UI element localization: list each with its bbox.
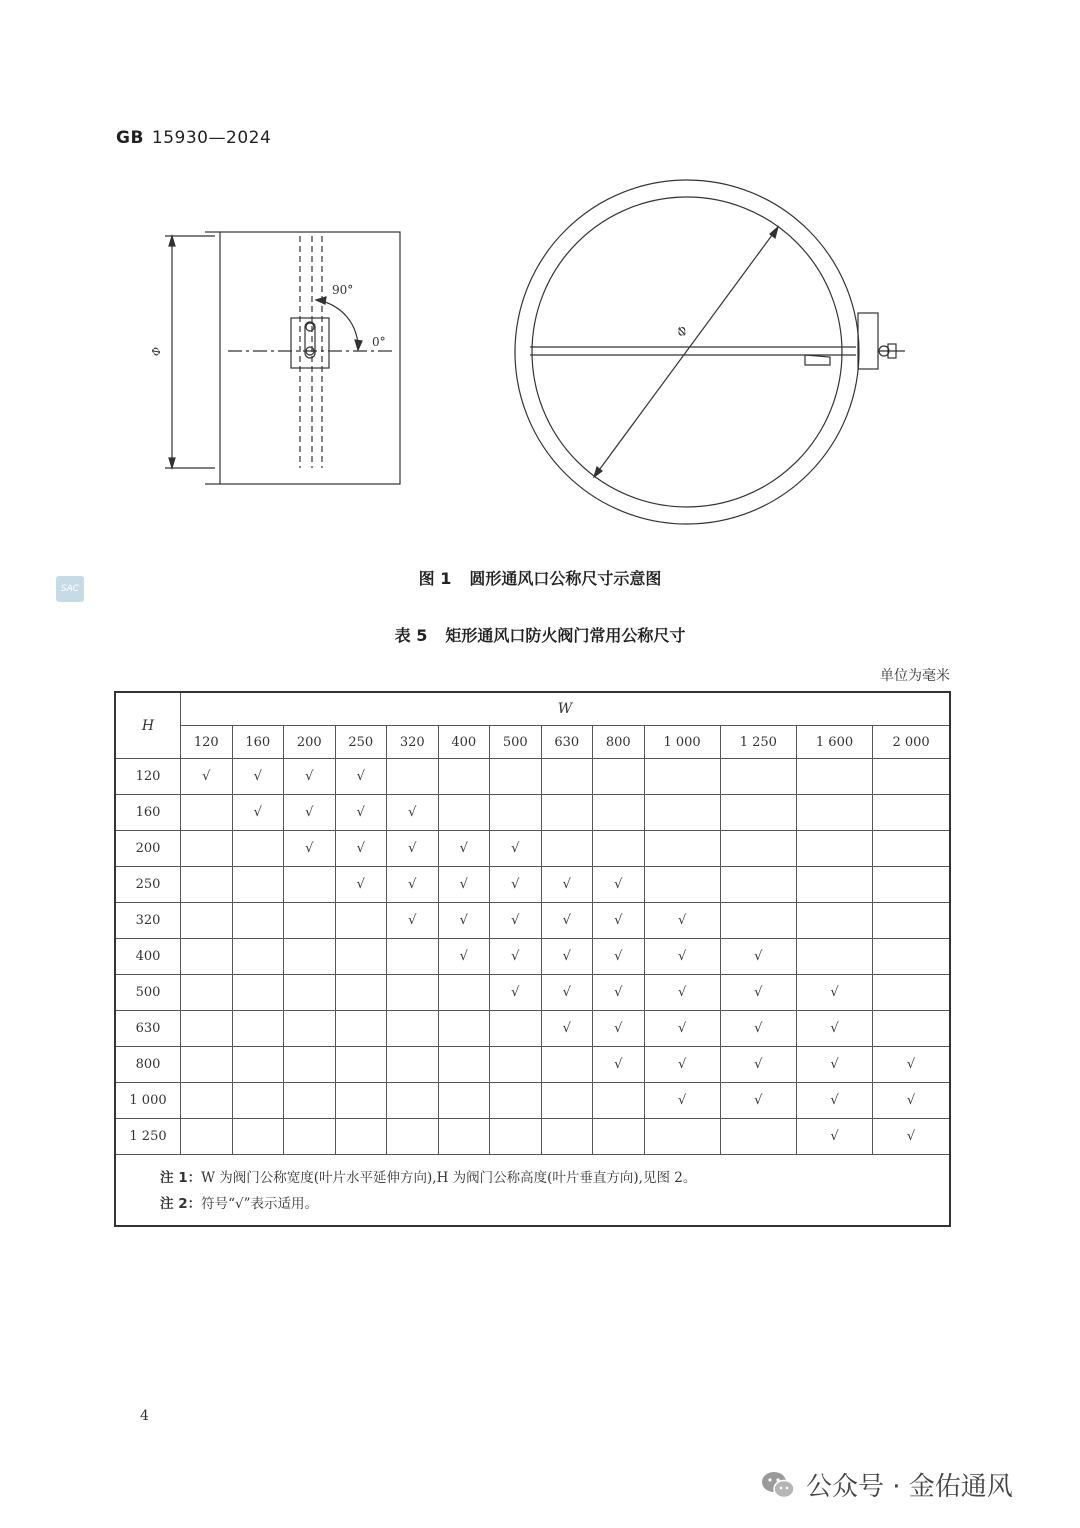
check-mark-cell: √ [593, 867, 645, 903]
empty-cell [541, 1083, 593, 1119]
check-mark-cell: √ [644, 1083, 720, 1119]
empty-cell [490, 795, 542, 831]
empty-cell [490, 1119, 542, 1155]
check-mark-cell: √ [541, 1011, 593, 1047]
check-mark-cell: √ [438, 831, 490, 867]
check-mark-cell: √ [644, 903, 720, 939]
table-row [115, 831, 950, 867]
check-mark-cell: √ [335, 867, 387, 903]
empty-cell [541, 795, 593, 831]
empty-cell [387, 1083, 439, 1119]
empty-cell [181, 831, 233, 867]
empty-cell [873, 867, 950, 903]
check-mark-cell: √ [541, 939, 593, 975]
empty-cell [335, 903, 387, 939]
empty-cell [873, 903, 950, 939]
w-value: 1 000 [644, 726, 720, 759]
empty-cell [796, 831, 872, 867]
check-mark-cell: √ [873, 1083, 950, 1119]
check-mark-cell: √ [796, 1083, 872, 1119]
empty-cell [284, 1047, 336, 1083]
phi-label: Φ [150, 346, 163, 356]
check-mark-cell: √ [720, 975, 796, 1011]
table-row [115, 759, 950, 795]
check-mark-cell: √ [181, 759, 233, 795]
check-mark-cell: √ [644, 939, 720, 975]
note-1-text: W 为阀门公称宽度(叶片水平延伸方向),H 为阀门公称高度(叶片垂直方向),见图 2。 [201, 1170, 697, 1186]
note-2 [160, 1191, 949, 1217]
empty-cell [438, 975, 490, 1011]
empty-cell [720, 867, 796, 903]
empty-cell [720, 903, 796, 939]
empty-cell [387, 939, 439, 975]
w-value: 500 [490, 726, 542, 759]
empty-cell [593, 795, 645, 831]
check-mark-cell: √ [796, 1119, 872, 1155]
empty-cell [796, 867, 872, 903]
w-value: 630 [541, 726, 593, 759]
footer-watermark [760, 1466, 1013, 1503]
empty-cell [796, 939, 872, 975]
check-mark-cell: √ [490, 903, 542, 939]
empty-cell [284, 1011, 336, 1047]
h-value: 1 250 [115, 1119, 181, 1155]
figure-1-drawing [0, 0, 1080, 560]
empty-cell [181, 975, 233, 1011]
check-mark-cell: √ [490, 939, 542, 975]
empty-cell [644, 831, 720, 867]
table-number: 表 5 [394, 626, 428, 645]
empty-cell [232, 903, 284, 939]
check-mark-cell: √ [232, 795, 284, 831]
check-mark-cell: √ [284, 795, 336, 831]
duct-outer-circle [515, 180, 859, 524]
check-mark-cell: √ [387, 867, 439, 903]
h-value: 160 [115, 795, 181, 831]
empty-cell [873, 831, 950, 867]
table-body [115, 759, 950, 1155]
note-1 [160, 1165, 949, 1191]
dimension-table [114, 691, 951, 1227]
check-mark-cell: √ [284, 831, 336, 867]
empty-cell [387, 1047, 439, 1083]
check-mark-cell: √ [593, 939, 645, 975]
check-mark-cell: √ [593, 1047, 645, 1083]
empty-cell [720, 795, 796, 831]
check-mark-cell: √ [873, 1047, 950, 1083]
actuator-box [291, 318, 329, 368]
h-value: 320 [115, 903, 181, 939]
empty-cell [438, 1011, 490, 1047]
check-mark-cell: √ [387, 903, 439, 939]
check-mark-cell: √ [644, 1047, 720, 1083]
check-mark-cell: √ [335, 759, 387, 795]
h-value: 400 [115, 939, 181, 975]
w-value: 250 [335, 726, 387, 759]
empty-cell [541, 831, 593, 867]
check-mark-cell: √ [438, 903, 490, 939]
empty-cell [873, 975, 950, 1011]
angle-0-label: 0° [372, 335, 386, 349]
table-notes [115, 1155, 950, 1227]
empty-cell [873, 1011, 950, 1047]
empty-cell [335, 939, 387, 975]
h-value: 630 [115, 1011, 181, 1047]
empty-cell [720, 1119, 796, 1155]
empty-cell [181, 795, 233, 831]
empty-cell [232, 1047, 284, 1083]
empty-cell [644, 1119, 720, 1155]
check-mark-cell: √ [335, 831, 387, 867]
w-value: 1 250 [720, 726, 796, 759]
empty-cell [181, 1011, 233, 1047]
w-value: 400 [438, 726, 490, 759]
check-mark-cell: √ [720, 1011, 796, 1047]
empty-cell [387, 975, 439, 1011]
duct-inner-circle [532, 197, 842, 507]
check-mark-cell: √ [438, 867, 490, 903]
sac-watermark-logo: SAC [56, 576, 84, 602]
empty-cell [232, 1119, 284, 1155]
empty-cell [720, 831, 796, 867]
unit-label: 单位为毫米 [880, 668, 950, 684]
table-title: 矩形通风口防火阀门常用公称尺寸 [445, 626, 686, 645]
empty-cell [181, 867, 233, 903]
check-mark-cell: √ [387, 795, 439, 831]
table-row [115, 1047, 950, 1083]
table-row [115, 1083, 950, 1119]
diameter-line [594, 227, 778, 477]
check-mark-cell: √ [541, 867, 593, 903]
angle-90-label: 90° [332, 283, 354, 297]
figure-number: 图 1 [418, 569, 452, 588]
note-1-label: 注 1： [160, 1170, 202, 1186]
check-mark-cell: √ [284, 759, 336, 795]
empty-cell [490, 1047, 542, 1083]
check-mark-cell: √ [490, 975, 542, 1011]
table-row [115, 1119, 950, 1155]
h-value: 1 000 [115, 1083, 181, 1119]
check-mark-cell: √ [541, 903, 593, 939]
empty-cell [593, 759, 645, 795]
empty-cell [232, 867, 284, 903]
empty-cell [490, 1083, 542, 1119]
empty-cell [438, 1119, 490, 1155]
check-mark-cell: √ [720, 939, 796, 975]
check-mark-cell: √ [796, 975, 872, 1011]
check-mark-cell: √ [644, 975, 720, 1011]
empty-cell [232, 939, 284, 975]
empty-cell [284, 903, 336, 939]
empty-cell [541, 759, 593, 795]
check-mark-cell: √ [593, 903, 645, 939]
empty-cell [593, 1119, 645, 1155]
empty-cell [541, 1047, 593, 1083]
note-2-label: 注 2： [160, 1196, 202, 1212]
empty-cell [335, 1011, 387, 1047]
standard-prefix: GB [116, 128, 144, 148]
w-value: 800 [593, 726, 645, 759]
empty-cell [387, 1011, 439, 1047]
empty-cell [438, 759, 490, 795]
h-header: H [115, 692, 181, 759]
check-mark-cell: √ [541, 975, 593, 1011]
h-value: 250 [115, 867, 181, 903]
empty-cell [644, 867, 720, 903]
empty-cell [541, 1119, 593, 1155]
check-mark-cell: √ [644, 1011, 720, 1047]
table-row [115, 939, 950, 975]
check-mark-cell: √ [335, 795, 387, 831]
footer-watermark-text: 公众号 · 金佑通风 [806, 1472, 1013, 1502]
check-mark-cell: √ [387, 831, 439, 867]
check-mark-cell: √ [593, 975, 645, 1011]
empty-cell [490, 759, 542, 795]
standard-number: 15930—2024 [151, 128, 272, 148]
table-row [115, 867, 950, 903]
w-value: 2 000 [873, 726, 950, 759]
empty-cell [438, 1047, 490, 1083]
empty-cell [284, 1083, 336, 1119]
table-row [115, 795, 950, 831]
check-mark-cell: √ [796, 1047, 872, 1083]
empty-cell [720, 759, 796, 795]
check-mark-cell: √ [490, 831, 542, 867]
figure-caption [0, 566, 1080, 589]
check-mark-cell: √ [438, 939, 490, 975]
empty-cell [284, 975, 336, 1011]
empty-cell [438, 795, 490, 831]
empty-cell [181, 903, 233, 939]
empty-cell [181, 1047, 233, 1083]
empty-cell [593, 1083, 645, 1119]
w-value: 120 [181, 726, 233, 759]
empty-cell [873, 759, 950, 795]
empty-cell [284, 939, 336, 975]
check-mark-cell: √ [490, 867, 542, 903]
empty-cell [873, 939, 950, 975]
empty-cell [796, 795, 872, 831]
table-caption [0, 623, 1080, 646]
check-mark-cell: √ [720, 1047, 796, 1083]
check-mark-cell: √ [720, 1083, 796, 1119]
empty-cell [181, 1119, 233, 1155]
h-value: 800 [115, 1047, 181, 1083]
empty-cell [284, 1119, 336, 1155]
empty-cell [644, 795, 720, 831]
table-row [115, 975, 950, 1011]
table-row [115, 1011, 950, 1047]
empty-cell [873, 795, 950, 831]
wechat-icon [760, 1470, 796, 1500]
w-value: 1 600 [796, 726, 872, 759]
w-header: W [181, 692, 951, 726]
empty-cell [796, 759, 872, 795]
empty-cell [181, 939, 233, 975]
empty-cell [335, 1083, 387, 1119]
empty-cell [335, 1119, 387, 1155]
figure-title: 圆形通风口公称尺寸示意图 [469, 569, 662, 588]
empty-cell [490, 1011, 542, 1047]
empty-cell [335, 975, 387, 1011]
empty-cell [232, 975, 284, 1011]
check-mark-cell: √ [873, 1119, 950, 1155]
w-value: 160 [232, 726, 284, 759]
empty-cell [796, 903, 872, 939]
h-value: 500 [115, 975, 181, 1011]
w-value: 200 [284, 726, 336, 759]
empty-cell [387, 1119, 439, 1155]
empty-cell [284, 867, 336, 903]
empty-cell [438, 1083, 490, 1119]
empty-cell [593, 831, 645, 867]
diameter-label: Φ [673, 323, 691, 340]
empty-cell [232, 1011, 284, 1047]
check-mark-cell: √ [593, 1011, 645, 1047]
empty-cell [232, 831, 284, 867]
check-mark-cell: √ [232, 759, 284, 795]
w-values-row [115, 726, 950, 759]
h-value: 200 [115, 831, 181, 867]
page-number: 4 [140, 1408, 149, 1424]
empty-cell [644, 759, 720, 795]
empty-cell [232, 1083, 284, 1119]
table-row [115, 903, 950, 939]
note-2-text: 符号“√”表示适用。 [201, 1196, 318, 1212]
h-value: 120 [115, 759, 181, 795]
empty-cell [335, 1047, 387, 1083]
empty-cell [387, 759, 439, 795]
empty-cell [181, 1083, 233, 1119]
w-value: 320 [387, 726, 439, 759]
check-mark-cell: √ [796, 1011, 872, 1047]
